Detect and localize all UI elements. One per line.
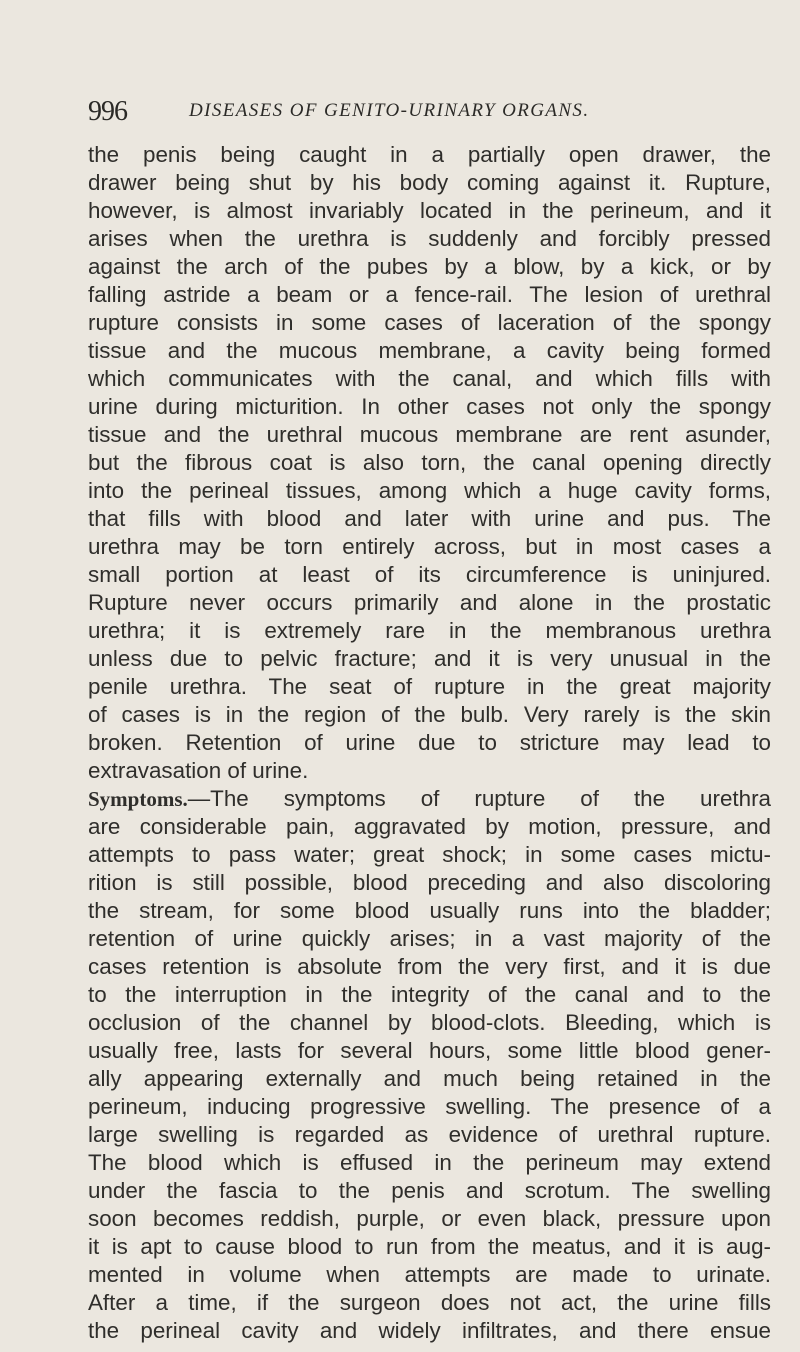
text-line: attempts to pass water; great shock; in some cases mictu- [88,842,771,867]
text-line: urethra; it is extremely rare in the membranous urethra [88,618,771,643]
text-line: are considerable pain, aggravated by motion, pressure, and [88,814,771,839]
text-line: mented in volume when attempts are made to urinate. [88,1262,771,1287]
text-line: the penis being caught in a partially open drawer, the [88,142,771,167]
running-title: DISEASES OF GENITO-URINARY ORGANS. [189,100,590,121]
symptoms-first-line: —The symptoms of rupture of the urethra [187,786,771,811]
text-line: urine during micturition. In other cases not only the spongy [88,394,771,419]
text-line: Rupture never occurs primarily and alone in the prostatic [88,590,771,615]
text-line: occlusion of the channel by blood-clots. Bleeding, which is [88,1010,771,1035]
text-line: it is apt to cause blood to run from the meatus, and it is aug- [88,1234,771,1259]
text-line: large swelling is regarded as evidence of urethral rupture. [88,1122,771,1147]
text-line: small portion at least of its circumference is uninjured. [88,562,771,587]
text-line: falling astride a beam or a fence-rail. The lesion of urethral [88,282,771,307]
text-line: ally appearing externally and much being retained in the [88,1066,771,1091]
text-line: into the perineal tissues, among which a huge cavity forms, [88,478,771,503]
text-line: however, is almost invariably located in the perineum, and it [88,198,771,223]
text-line: drawer being shut by his body coming against it. Rupture, [88,170,771,195]
symptoms-heading: Symptoms. [88,787,188,811]
text-line: retention of urine quickly arises; in a vast majority of the [88,926,771,951]
text-line: rupture consists in some cases of laceration of the spongy [88,310,771,335]
text-line: After a time, if the surgeon does not act, the urine fills [88,1290,771,1315]
text-line: rition is still possible, blood preceding and also discoloring [88,870,771,895]
text-line: arises when the urethra is suddenly and forcibly pressed [88,226,771,251]
text-line [88,785,771,813]
text-line: unless due to pelvic fracture; and it is very unusual in the [88,646,771,671]
text-line: usually free, lasts for several hours, some little blood gener- [88,1038,771,1063]
text-line: to the interruption in the integrity of the canal and to the [88,982,771,1007]
text-line: urethra may be torn entirely across, but in most cases a [88,534,771,559]
text-line: under the fascia to the penis and scrotum. The swelling [88,1178,771,1203]
text-line: the perineal cavity and widely infiltrates, and there ensue [88,1318,771,1343]
page-number: 996 [88,96,127,127]
text-line: penile urethra. The seat of rupture in the great majority [88,674,771,699]
text-line: perineum, inducing progressive swelling. The presence of a [88,1094,771,1119]
text-line: broken. Retention of urine due to stricture may lead to [88,730,771,755]
text-line: which communicates with the canal, and which fills with [88,366,771,391]
text-line: extravasation of urine. [88,758,309,783]
text-line: soon becomes reddish, purple, or even black, pressure upon [88,1206,771,1231]
text-line: tissue and the urethral mucous membrane are rent asunder, [88,422,771,447]
text-line: that fills with blood and later with urine and pus. The [88,506,771,531]
text-line: of cases is in the region of the bulb. Very rarely is the skin [88,702,771,727]
text-line: the stream, for some blood usually runs into the bladder; [88,898,771,923]
text-line: The blood which is effused in the perineum may extend [88,1150,771,1175]
text-line: cases retention is absolute from the very first, and it is due [88,954,771,979]
text-line: against the arch of the pubes by a blow, by a kick, or by [88,254,771,279]
text-line: but the fibrous coat is also torn, the canal opening directly [88,450,771,475]
text-line: tissue and the mucous membrane, a cavity being formed [88,338,771,363]
